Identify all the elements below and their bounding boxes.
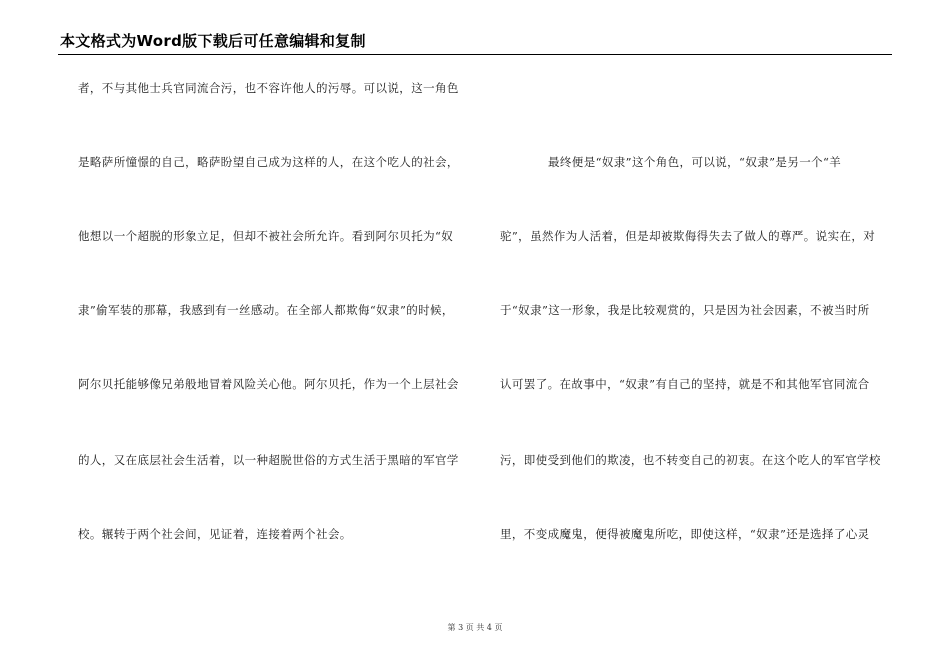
page-number: 第 3 页 共 4 页 — [447, 623, 503, 632]
document-header-title: 本文格式为Word版下载后可任意编辑和复制 — [60, 32, 366, 50]
left-text-line: 是略萨所憧憬的自己，略萨盼望自己成为这样的人，在这个吃人的社会， — [78, 155, 459, 169]
right-text-line: 污，即使受到他们的欺凌，也不转变自己的初衷。在这个吃人的军官学校 — [500, 453, 881, 467]
right-text-line: 最终便是“奴隶”这个角色，可以说，“奴隶”是另一个“羊 — [548, 155, 842, 169]
left-text-line: 阿尔贝托能够像兄弟般地冒着风险关心他。阿尔贝托，作为一个上层社会 — [78, 377, 459, 391]
right-text-line: 驼”，虽然作为人活着，但是却被欺侮得失去了做人的尊严。说实在，对 — [500, 229, 876, 243]
right-text-line: 认可罢了。在故事中，“奴隶”有自己的坚持，就是不和其他军官同流合 — [500, 377, 870, 391]
left-text-line: 者，不与其他士兵官同流合污，也不容许他人的污辱。可以说，这一角色 — [78, 81, 459, 95]
right-text-line: 于“奴隶”这一形象，我是比较观赏的，只是因为社会因素，不被当时所 — [500, 303, 870, 317]
header-divider — [58, 54, 892, 55]
left-text-line: 的人，又在底层社会生活着，以一种超脱世俗的方式生活于黑暗的军官学 — [78, 453, 459, 467]
right-text-line: 里，不变成魔鬼，便得被魔鬼所吃，即使这样，“奴隶”还是选择了心灵 — [500, 527, 870, 541]
left-text-line: 隶”偷军装的那幕，我感到有一丝感动。在全部人都欺侮“奴隶”的时候， — [78, 303, 454, 317]
left-text-line: 他想以一个超脱的形象立足，但却不被社会所允许。看到阿尔贝托为“奴 — [78, 229, 454, 243]
left-text-line: 校。辗转于两个社会间，见证着，连接着两个社会。 — [78, 527, 352, 541]
